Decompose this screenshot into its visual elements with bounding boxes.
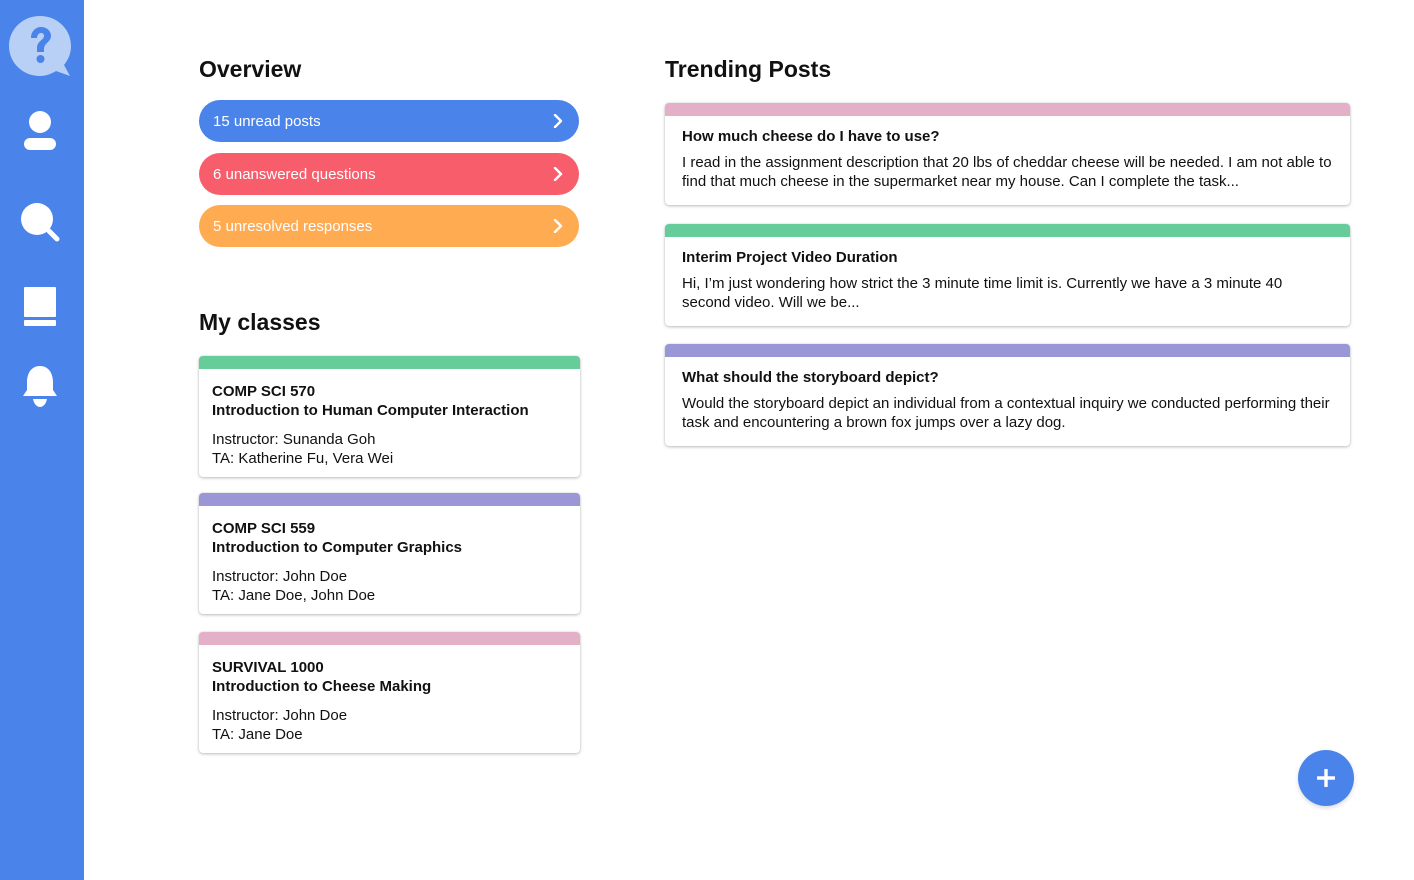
chevron-right-icon xyxy=(551,167,565,181)
unanswered-questions-label: 6 unanswered questions xyxy=(213,165,376,183)
post-excerpt: Hi, I’m just wondering how strict the 3 minute time limit is. Currently we have a 3 minute 40 second video. Will we be... xyxy=(682,275,1283,311)
new-post-button[interactable] xyxy=(1298,750,1354,806)
book-icon xyxy=(23,285,57,327)
post-color-bar xyxy=(665,344,1350,357)
class-card-survival1000[interactable] xyxy=(199,632,580,753)
class-name: Introduction to Computer Graphics xyxy=(212,539,462,556)
trending-post-card[interactable] xyxy=(665,224,1350,326)
trending-post-card[interactable] xyxy=(665,344,1350,446)
nav-search-button[interactable] xyxy=(16,198,64,246)
sidebar xyxy=(0,0,84,880)
class-name: Introduction to Cheese Making xyxy=(212,678,432,695)
class-card-cs559[interactable] xyxy=(199,493,580,614)
overview-title: Overview xyxy=(199,56,302,82)
post-title: Interim Project Video Duration xyxy=(682,249,898,266)
class-code: COMP SCI 559 xyxy=(212,520,316,537)
class-ta: TA: Katherine Fu, Vera Wei xyxy=(212,450,394,467)
class-code: SURVIVAL 1000 xyxy=(212,659,324,676)
class-card-cs570[interactable] xyxy=(199,356,580,477)
unresolved-responses-button[interactable] xyxy=(199,205,579,247)
question-bubble-icon[interactable] xyxy=(8,14,72,78)
post-excerpt: I read in the assignment description that 20 lbs of cheddar cheese will be needed. I am not able to find that much cheese in the supermarket near my house. Can I complete the task... xyxy=(682,154,1332,190)
post-title: How much cheese do I have to use? xyxy=(682,128,940,145)
user-icon xyxy=(23,110,57,150)
trending-posts-title: Trending Posts xyxy=(665,56,832,82)
unread-posts-button[interactable] xyxy=(199,100,579,142)
class-color-bar xyxy=(199,356,580,369)
chevron-right-icon xyxy=(551,114,565,128)
nav-classes-button[interactable] xyxy=(16,282,64,330)
post-title: What should the storyboard depict? xyxy=(682,369,939,386)
plus-icon xyxy=(1317,769,1335,787)
post-color-bar xyxy=(665,224,1350,237)
search-icon xyxy=(19,201,61,243)
my-classes-title: My classes xyxy=(199,309,321,335)
class-ta: TA: Jane Doe, John Doe xyxy=(212,587,376,604)
class-color-bar xyxy=(199,632,580,645)
class-instructor: Instructor: John Doe xyxy=(212,707,348,724)
chevron-right-icon xyxy=(551,219,565,233)
class-instructor: Instructor: Sunanda Goh xyxy=(212,431,376,448)
class-instructor: Instructor: John Doe xyxy=(212,568,348,585)
bell-icon xyxy=(22,364,58,408)
unresolved-responses-label: 5 unresolved responses xyxy=(213,217,373,235)
class-color-bar xyxy=(199,493,580,506)
unread-posts-label: 15 unread posts xyxy=(213,112,321,130)
unanswered-questions-button[interactable] xyxy=(199,153,579,195)
post-color-bar xyxy=(665,103,1350,116)
class-ta: TA: Jane Doe xyxy=(212,726,303,743)
post-excerpt: Would the storyboard depict an individual from a contextual inquiry we conducted performing their task and encountering a brown fox jumps over a lazy dog. xyxy=(682,395,1330,431)
class-code: COMP SCI 570 xyxy=(212,383,316,400)
class-name: Introduction to Human Computer Interaction xyxy=(212,402,529,419)
trending-post-card[interactable] xyxy=(665,103,1350,205)
nav-notifications-button[interactable] xyxy=(16,362,64,410)
nav-profile-button[interactable] xyxy=(16,106,64,154)
